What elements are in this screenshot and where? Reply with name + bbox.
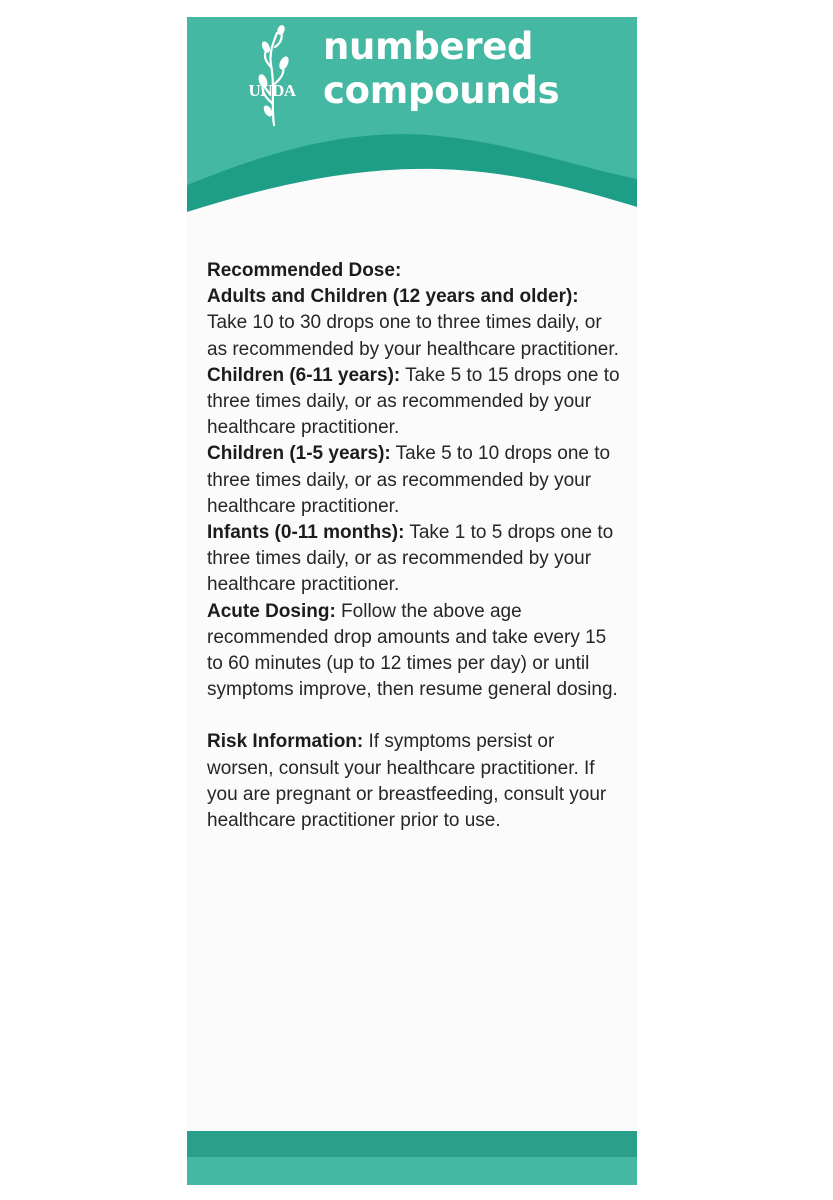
product-label	[187, 17, 637, 1185]
dosing-instructions	[207, 258, 622, 834]
dose-group-text: Follow the above age recommended drop amounts and take every 15 to 60 minutes (up to 12 times per day) or until symptoms improve, then resume general dosing.	[207, 600, 618, 701]
dose-group-label: Children (6-11 years):	[207, 364, 401, 386]
label-header	[187, 17, 637, 217]
dose-group-text: Take 5 to 15 drops one to three times daily, or as recommended by your healthcare practitioner.	[207, 364, 620, 439]
footer-band-dark	[187, 1131, 637, 1157]
dose-group-label: Children (1-5 years):	[207, 443, 391, 465]
dose-group-text: Take 5 to 10 drops one to three times daily, or as recommended by your healthcare practitioner.	[207, 443, 611, 517]
risk-text: If symptoms persist or worsen, consult your healthcare practitioner. If you are pregnant or breastfeeding, consult your healthcare practitioner prior to use.	[207, 731, 607, 832]
product-line-title	[323, 25, 559, 113]
dose-group	[207, 599, 622, 704]
product-line-word: numbered	[323, 25, 534, 68]
dose-group-label: Adults and Children (12 years and older):	[207, 286, 579, 308]
risk-information	[207, 729, 622, 834]
paragraph-gap	[207, 703, 622, 729]
dose-group	[207, 441, 622, 520]
dose-group	[207, 363, 622, 442]
dose-group-label: Infants (0-11 months):	[207, 522, 405, 544]
dose-group	[207, 284, 622, 363]
risk-label: Risk Information:	[207, 731, 364, 753]
product-line-word: compounds	[323, 69, 560, 112]
dose-group-text: Take 1 to 5 drops one to three times daily, or as recommended by your healthcare practitioner.	[207, 522, 614, 596]
unda-logo	[241, 25, 303, 129]
footer-band-light	[187, 1157, 637, 1185]
flower-icon	[241, 25, 303, 129]
dose-group	[207, 520, 622, 599]
dose-heading: Recommended Dose:	[207, 260, 402, 281]
dose-group-label: Acute Dosing:	[207, 600, 336, 622]
brand-name: UNDA	[248, 81, 296, 100]
dose-group-text: Take 10 to 30 drops one to three times daily, or as recommended by your healthcare practitioner.	[207, 312, 619, 360]
